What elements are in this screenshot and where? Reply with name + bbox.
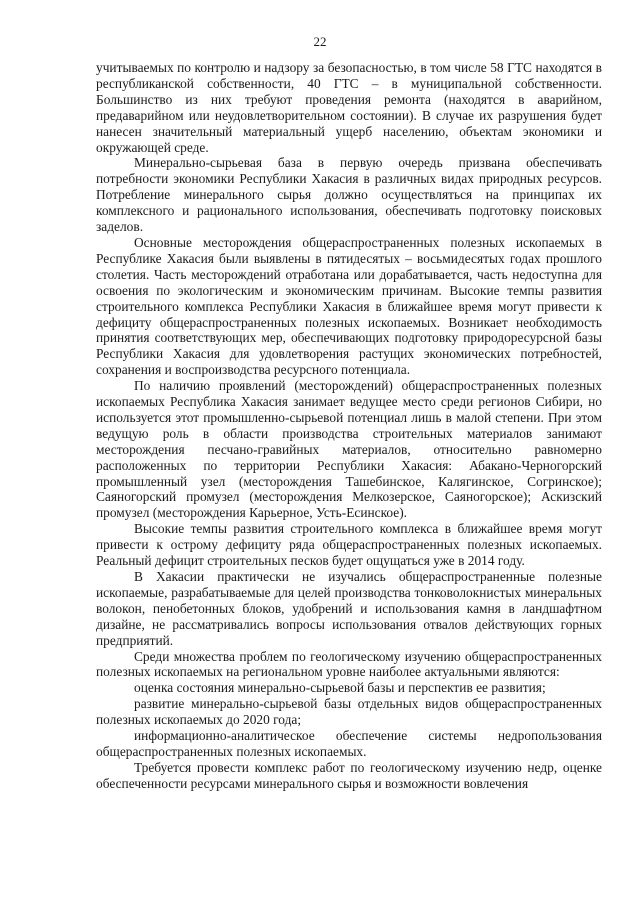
paragraph-7: Среди множества проблем по геологическому изучению общераспространенных полезных ископаемых на региональном уровне наиболее актуальными являются: <box>96 648 602 680</box>
paragraph-2: Минерально-сырьевая база в первую очередь призвана обеспечивать потребности экономики Республики Хакасия в различных видах природных ресурсов. Потребление минерального сырья должно осуществляться на принципах их комплексного и рационального использования, обеспечивать подготовку поисковых заделов. <box>96 155 602 235</box>
page-number: 22 <box>313 34 327 49</box>
list-item-1: оценка состояния минерально-сырьевой базы и перспектив ее развития; <box>134 680 546 696</box>
paragraph-5: Высокие темпы развития строительного комплекса в ближайшее время могут привести к острому дефициту ряда общераспространенных полезных ископаемых. Реальный дефицит строительных песков будет ощущаться уже в 2014 году. <box>96 521 602 569</box>
paragraph-3: Основные месторождения общераспространенных полезных ископаемых в Республике Хакасия были выявлены в пятидесятых – восьмидесятых годах прошлого столетия. Часть месторождений отработана или дорабатывается, часть недоступна для освоения по экологическим и экономическим причинам. Высокие темпы развития строительного комплекса Республики Хакасия в ближайшее время могут привести к дефициту общераспространенных полезных ископаемых. Возникает необходимость принятия соответствующих мер, обеспечивающих подготовку природоресурсной базы Республики Хакасия для удовлетворения растущих экономических потребностей, сохранения и воспроизводства ресурсного потенциала. <box>96 234 602 378</box>
paragraph-8: Требуется провести комплекс работ по геологическому изучению недр, оценке обеспеченности ресурсами минерального сырья и возможности вовлечения <box>96 759 602 791</box>
paragraph-1: учитываемых по контролю и надзору за безопасностью, в том числе 58 ГТС находятся в республиканской собственности, 40 ГТС – в муниципальной собственности. Большинство из них требуют проведения ремонта (находятся в аварийном, предаварийном или неудовлетворительном состоянии). В случае их разрушения будет нанесен значительный материальный ущерб населению, объектам экономики и окружающей среде. <box>96 60 602 155</box>
list-item-3: информационно-аналитическое обеспечение системы недропользования общераспространенных полезных ископаемых. <box>96 728 602 759</box>
list-item-2: развитие минерально-сырьевой базы отдельных видов общераспространенных полезных ископаемых до 2020 года; <box>96 696 602 728</box>
document-body <box>96 60 602 792</box>
paragraph-6: В Хакасии практически не изучались общераспространенные полезные ископаемые, разрабатываемые для целей производства тонковолокнистых минеральных волокон, пенобетонных блоков, удобрений и использования камня в ландшафтном дизайне, не рассматривались вопросы использования отвалов действующих горных предприятий. <box>96 569 602 648</box>
paragraph-4: По наличию проявлений (месторождений) общераспространенных полезных ископаемых Республика Хакасия занимает ведущее место среди регионов Сибири, но используется этот промышленно-сырьевой потенциал лишь в малой степени. При этом ведущую роль в области производства строительных материалов занимают месторождения песчано-гравийных материалов, относительно равномерно расположенных по территории Республики Хакасия: Абакано-Черногорский промышленный узел (месторождения Ташебинское, Калягинское, Согринское); Саяногорский промузел (месторождения Мелкозерское, Саяногорское); Аскизский промузел (месторождения Карьерное, Усть-Есинское). <box>96 378 602 521</box>
